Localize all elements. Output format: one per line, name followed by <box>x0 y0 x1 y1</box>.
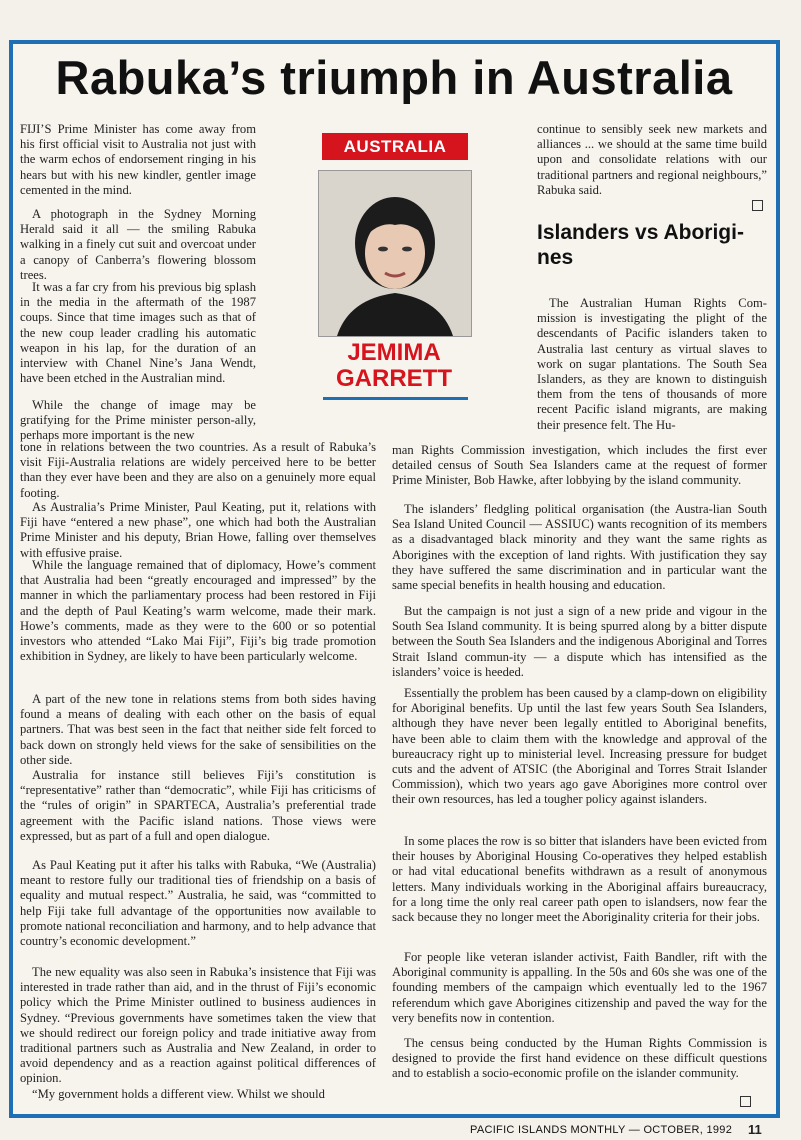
paragraph: man Rights Commission investigation, which includes the first ever detailed census of South Sea Islanders came at the request of former Prime Minister, Bob Hawke, after lobbying by the island community. <box>392 443 767 488</box>
paragraph: The census being conducted by the Human Rights Commission is designed to provide the first hand evidence on these difficult questions and to establish a socio-economic profile on the islander community. <box>392 1036 767 1081</box>
paragraph: For people like veteran islander activist, Faith Bandler, rift with the Aboriginal community is appalling. In the 50s and 60s she was one of the founding members of the campaign which eventually led to the 1967 referendum which gave Aborigines citizenship and paved the way for the very benefits now in contention. <box>392 950 767 1025</box>
paragraph: While the language remained that of diplomacy, Howe’s comment that Australia had been “greatly encouraged and impressed” by the manner in which the parliamentary process had been restored in Fiji and the depth of Paul Keating’s warm welcome, made their mark. Howe’s comments, made as they were to the 600 or so potential investors who attended “Lako Mai Fiji”, Fiji’s big trade promotion exhibition in Sydney, are likely to have been particularly welcome. <box>20 558 376 664</box>
paragraph: A part of the new tone in relations stems from both sides having found a means of dealing with each other on the basis of equal partners. That was best seen in the fact that neither side felt forced to back down on strongly held views for the sake of sensibilities on the other side. <box>20 692 376 767</box>
end-of-article-square-icon <box>740 1096 751 1107</box>
byline-rule <box>323 397 468 400</box>
paragraph: As Australia’s Prime Minister, Paul Keating, put it, relations with Fiji have “entered a new phase”, one which had both the Australian Prime Minister and his deputy, Brian Howe, falling over themselves with effusive praise. <box>20 500 376 560</box>
page-number: 11 <box>748 1122 762 1137</box>
paragraph: As Paul Keating put it after his talks with Rabuka, “We (Australia) meant to restore fully our traditional ties of friendship on a basis of equality and mutual respect.” Australia, he said, was “committed to help Fiji take full advantage of the opportunities now available to promote national reconciliation and harmony, and to help advance that country’s economic development.” <box>20 858 376 949</box>
headline: Rabuka’s triumph in Australia <box>55 51 733 104</box>
paragraph: Australia for instance still believes Fiji’s constitution is “representative” rather than “democratic”, while Fiji has criticisms of the “rules of origin” in SPARTECA, Australia’s preferential trade agreement with the Pacific island nations. Those views were expressed, but as part of a full and open dialogue. <box>20 768 376 843</box>
author-first-name: JEMIMA <box>347 339 441 366</box>
paragraph: The islanders’ fledgling political organisation (the Austra-lian South Sea Island United Council — ASSIUC) wants recognition of its members as a disadvantaged black minority and they want the same rights as Aborigines with the exception of land rights. With justification they say they have suffered the same discrimination and in particular want the same special benefits in health housing and education. <box>392 502 767 593</box>
paragraph: In some places the row is so bitter that islanders have been evicted from their houses by Aboriginal Housing Co-operatives they helped establish or had vital educational benefits withdrawn as a result of anonymous letters. Many individuals working in the Aboriginal affairs bureaucracy, for a long time the only real career path open to islandsers, now fear the sack because they no longer meet the Aboriginality criteria for their jobs. <box>392 834 767 925</box>
paragraph: tone in relations between the two countries. As a result of Rabuka’s visit Fiji-Australia relations are widely perceived here to be better than they ever have been and they are also on a genuinely more equal footing. <box>20 440 376 500</box>
author-last-name: GARRETT <box>336 365 452 392</box>
paragraph: The new equality was also seen in Rabuka’s insistence that Fiji was interested in trade rather than aid, and in the thrust of Fiji’s economic policy which the Prime Minister outlined to business audiences in Sydney. “Previous governments have sometimes taken the view that we should redirect our foreign policy and trade initiative away from traditional partners such as Australia and New Zealand, in order to avoid dependency and as a reaction against political differences of opinion. <box>20 965 376 1086</box>
paragraph: It was a far cry from his previous big splash in the media in the aftermath of the 1987 coups. Since that time images such as that of the new coup leader cradling his automatic weapon in his lap, for the duration of an interview with Chanel Nine’s Jana Wendt, have been etched in the Australian mind. <box>20 280 256 386</box>
paragraph: The Australian Human Rights Com-mission is investigating the plight of the descendants of Pacific islanders taken to Australia last century as virtual slaves to work on sugar plantations. The South Sea Islanders, as they are known to distinguish them from the tens of thousands of more recent Pacific island migrants, are making their presence felt. The Hu- <box>537 296 767 432</box>
paragraph: But the campaign is not just a sign of a new pride and vigour in the South Sea Island community. It is being spurred along by a bitter dispute between the South Sea Islanders and the indigenous Aboriginal and Torres Strait Island commun-ity — a dispute which has intensified as the islanders’ voice is heeded. <box>392 604 767 679</box>
subheading: Islanders vs Aborigi-nes <box>537 221 744 269</box>
end-of-article-square-icon <box>752 200 763 211</box>
paragraph: FIJI’S Prime Minister has come away from his first official visit to Australia not just with the warm echos of endorsement ringing in his hears but with his new kindler, gentler image cemented in the mind. <box>20 122 256 197</box>
paragraph: “My government holds a different view. Whilst we should <box>32 1087 325 1101</box>
author-portrait-icon <box>319 171 471 336</box>
paragraph: continue to sensibly seek new markets and alliances ... we should at the same time build upon and consolidate relations with our traditional partners and regional neighbours,” Rabuka said. <box>537 122 767 197</box>
paragraph: Essentially the problem has been caused by a clamp-down on eligibility for Aboriginal benefits. Up until the last few years South Sea Islanders, although they have never been legally entitled to Aboriginal benefits, have been able to claim them with the knowledge and approval of the bureaucracy right up to ministerial level. Increasing pressure for budget cuts and the advent of ATSIC (the Aboriginal and Torres Strait Islander Commission), which two years ago gave Aborigines more control over their own resources, has led a tougher policy against islanders. <box>392 686 767 807</box>
paragraph: While the change of image may be gratifying for the Prime minister person-ally, perhaps more important is the new <box>20 398 256 443</box>
section-tag: AUSTRALIA <box>322 133 468 160</box>
author-photo <box>318 170 472 337</box>
footer-publication: PACIFIC ISLANDS MONTHLY — OCTOBER, 1992 <box>470 1124 733 1136</box>
paragraph: A photograph in the Sydney Morning Herald said it all — the smiling Rabuka walking in a finely cut suit and overcoat under a canopy of Canberra’s flowering blossom trees. <box>20 207 256 282</box>
author-byline <box>318 340 470 392</box>
